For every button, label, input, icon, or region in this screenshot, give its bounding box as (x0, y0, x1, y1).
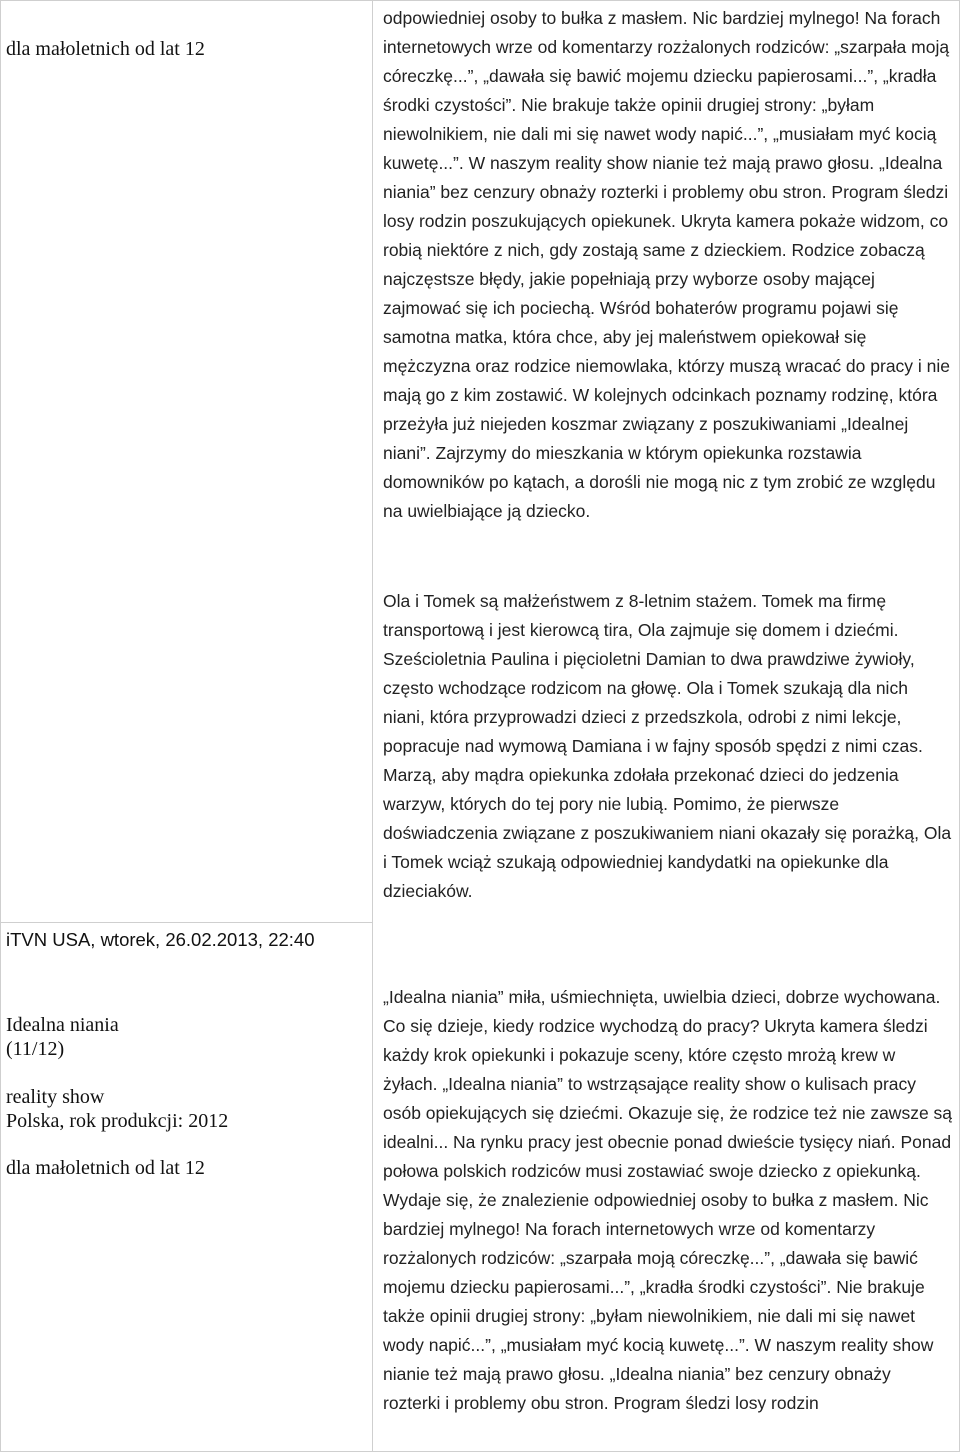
show-info (6, 1013, 228, 1180)
description-text-2: Ola i Tomek są małżeństwem z 8-letnim stażem. Tomek ma firmę transportową i jest kierowcą tira, Ola zajmuje się domem i dziećmi. Sześcioletnia Paulina i pięcioletni Damian to dwa prawdziwe żywioły, często wchodzące rodzicom na głowę. Ola i Tomek szukają dla nich niani, która przyprowadzi dzieci z przedszkola, odrobi z nimi lekcje, popracuje nad wymową Damiana i w fajny sposób spędzi z nimi czas. Marzą, aby mądra opiekunka zdołała przekonać dzieci do jedzenia warzyw, których do tej pory nie lubią. Pomimo, że pierwsze doświadczenia związane z poszukiwaniem niani okazały się porażką, Ola i Tomek wciąż szukają odpowiedniej kandydatki na opiekunke dla dzieciaków. (383, 591, 952, 901)
channel-broadcast-info: iTVN USA, wtorek, 26.02.2013, 22:40 (6, 929, 315, 950)
show-genre: reality show (6, 1086, 105, 1108)
episode-number: (11/12) (6, 1038, 65, 1060)
production-info: Polska, rok produkcji: 2012 (6, 1110, 229, 1132)
row-divider (0, 922, 372, 923)
show-title: Idealna niania (6, 1014, 119, 1036)
description-block-1 (383, 4, 953, 526)
description-block-3 (383, 983, 953, 1418)
age-rating: dla małoletnich od lat 12 (6, 1157, 205, 1179)
spacer (6, 1061, 228, 1085)
description-block-2 (383, 587, 953, 906)
description-text-1: odpowiedniej osoby to bułka z masłem. Nic bardziej mylnego! Na forach internetowych wrze od komentarzy rozżalonych rodziców: „szarpała moją córeczkę...”, „dawała się bawić mojemu dziecku papierosami...”, „kradła środki czystości”. Nie brakuje także opinii drugiej strony: „byłam niewolnikiem, nie dali mi się nawet wody napić...”, „musiałam myć kocią kuwetę...”. W naszym reality show nianie też mają prawo głosu. „Idealna niania” bez cenzury obnaży rozterki i problemy obu stron. Program śledzi losy rodzin poszukujących opiekunek. Ukryta kamera pokaże widzom, co robią niektóre z nich, gdy zostają same z dzieckiem. Rodzice zobaczą najczęstsze błędy, jakie popełniają przy wyborze osoby mającej zajmować się ich pociechą. Wśród bohaterów programu pojawi się samotna matka, która chce, aby jej maleństwem opiekował się mężczyzna oraz rodzice niemowlaka, którzy muszą wracać do pracy i nie mają go z kim zostawić. W kolejnych odcinkach poznamy rodzinę, która przeżyła już niejeden koszmar związany z poszukiwaniami „Idealnej niani”. Zajrzymy do mieszkania w którym opiekunka rozstawia domowników po kątach, a dorośli nie mogą nic z tym zrobić ze względu na uwielbiające ją dziecko. (383, 8, 951, 521)
age-rating-top: dla małoletnich od lat 12 (6, 38, 205, 60)
column-divider (372, 0, 373, 1452)
description-text-3: „Idealna niania” miła, uśmiechnięta, uwielbia dzieci, dobrze wychowana. Co się dzieje, kiedy rodzice wychodzą do pracy? Ukryta kamera śledzi każdy krok opiekunki i pokazuje sceny, które często mrożą krew w żyłach. „Idealna niania” to wstrząsające reality show o kulisach pracy osób opiekujących się dziećmi. Okazuje się, że rodzice też nie zawsze są idealni... Na rynku pracy jest obecnie ponad dwieście tysięcy niań. Ponad połowa polskich rodziców musi zostawiać swoje dziecko z opiekunką. Wydaje się, że znalezienie odpowiedniej osoby to bułka z masłem. Nic bardziej mylnego! Na forach internetowych wrze od komentarzy rozżalonych rodziców: „szarpała moją córeczkę...”, „dawała się bawić mojemu dziecku papierosami...”, „kradła środki czystości”. Nie brakuje także opinii drugiej strony: „byłam niewolnikiem, nie dali mi się nawet wody napić...”, „musiałam myć kocią kuwetę...”. W naszym reality show nianie też mają prawo głosu. „Idealna niania” bez cenzury obnaży rozterki i problemy obu stron. Program śledzi losy rodzin (383, 987, 953, 1413)
